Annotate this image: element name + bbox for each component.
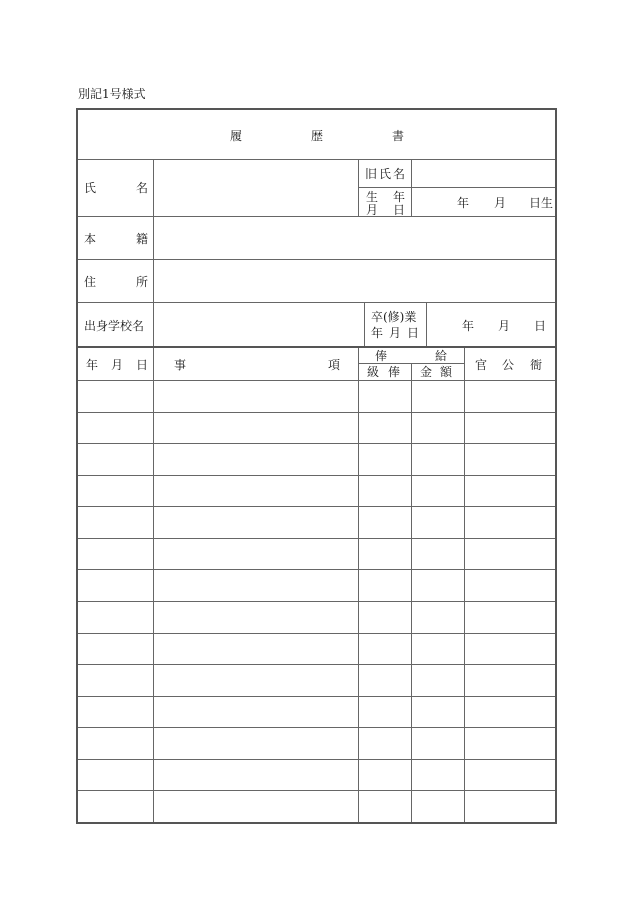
history-office-header-1: 官	[475, 358, 488, 372]
form-number-caption: 別記1号様式	[78, 87, 146, 101]
history-row[interactable]	[78, 381, 555, 412]
history-date-header-2: 月	[111, 358, 124, 372]
birth-label-3: 月	[366, 203, 379, 217]
graduation-label-month: 月	[389, 326, 402, 340]
address-label-1: 住	[84, 275, 97, 289]
school-label: 出身学校名	[84, 319, 145, 333]
history-row[interactable]	[78, 507, 555, 538]
history-matter-header-2: 項	[328, 358, 341, 372]
name-label-1: 氏	[84, 181, 97, 195]
graduation-year-unit: 年	[462, 319, 475, 333]
graduation-day-unit: 日	[534, 319, 547, 333]
address-label-2: 所	[136, 275, 149, 289]
history-row[interactable]	[78, 665, 555, 696]
birth-label-2: 年	[393, 190, 406, 204]
history-row[interactable]	[78, 444, 555, 475]
history-grade-header-2: 俸	[388, 365, 401, 379]
former-name-field[interactable]	[412, 160, 555, 187]
domicile-label-2: 籍	[136, 232, 149, 246]
history-row[interactable]	[78, 634, 555, 665]
graduation-label: 卒(修)業	[371, 310, 417, 324]
birth-label-1: 生	[366, 190, 379, 204]
domicile-field[interactable]	[154, 217, 555, 259]
birth-day-unit: 日生	[529, 196, 554, 210]
name-field[interactable]	[154, 160, 358, 216]
name-label-2: 名	[136, 181, 149, 195]
birth-month-unit: 月	[494, 196, 507, 210]
history-office-header-3: 衙	[530, 358, 543, 372]
history-amount-header-2: 額	[440, 365, 453, 379]
history-row[interactable]	[78, 697, 555, 728]
history-salary-header-1: 俸	[375, 349, 388, 363]
history-grade-header-1: 級	[367, 365, 380, 379]
history-row[interactable]	[78, 602, 555, 633]
history-office-header-2: 公	[502, 358, 515, 372]
domicile-label-1: 本	[84, 232, 97, 246]
graduation-month-unit: 月	[498, 319, 511, 333]
history-date-header-1: 年	[86, 358, 99, 372]
title-char-3: 書	[392, 129, 405, 143]
graduation-label-day: 日	[407, 326, 420, 340]
former-name-label: 旧氏名	[365, 167, 408, 181]
history-salary-header-2: 給	[435, 349, 448, 363]
history-row[interactable]	[78, 413, 555, 444]
address-field[interactable]	[154, 260, 555, 302]
title-char-1: 履	[230, 129, 243, 143]
history-amount-header-1: 金	[420, 365, 433, 379]
school-field[interactable]	[154, 303, 364, 346]
history-date-header-3: 日	[136, 358, 149, 372]
history-row[interactable]	[78, 728, 555, 759]
resume-form	[76, 108, 557, 824]
history-row[interactable]	[78, 476, 555, 507]
history-row[interactable]	[78, 539, 555, 570]
history-row[interactable]	[78, 791, 555, 822]
birth-label-4: 日	[393, 203, 406, 217]
title-char-2: 歴	[311, 129, 324, 143]
history-row[interactable]	[78, 760, 555, 791]
history-matter-header-1: 事	[174, 358, 187, 372]
birth-year-unit: 年	[457, 196, 470, 210]
graduation-label-year: 年	[371, 326, 384, 340]
history-row[interactable]	[78, 570, 555, 601]
